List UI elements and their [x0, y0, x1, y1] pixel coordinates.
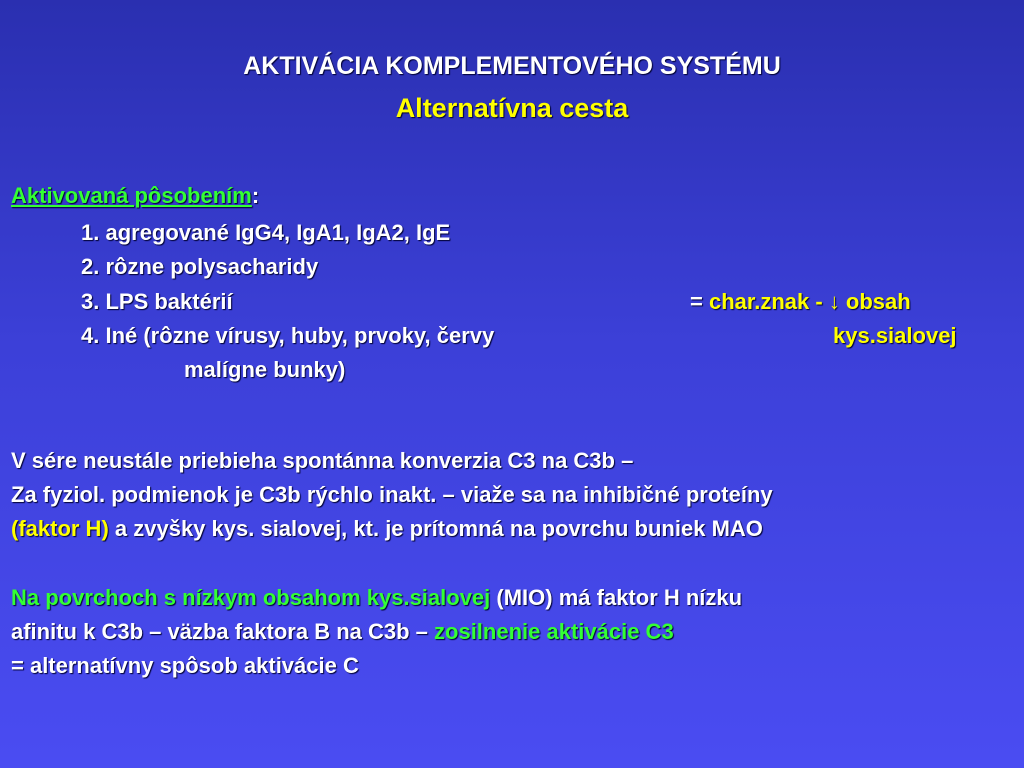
- para1-line3-text: a zvyšky kys. sialovej, kt. je prítomná na povrchu buniek MAO: [108, 516, 763, 541]
- para2-line1-text: (MIO) má faktor H nízku: [490, 585, 743, 610]
- activation-item-2: 2. rôzne polysacharidy: [81, 254, 319, 279]
- activation-heading-colon: :: [251, 183, 260, 208]
- activation-heading: [11, 183, 259, 209]
- activation-item-1: 1. agregované IgG4, IgA1, IgA2, IgE: [81, 220, 451, 245]
- note-char-znak: char.znak -: [708, 289, 829, 314]
- para1-line1: V sére neustále priebieha spontánna konverzia C3 na C3b –: [11, 448, 634, 473]
- activation-heading-label: Aktivovaná pôsobením: [11, 183, 252, 208]
- para2-green-phrase: Na povrchoch s nízkym obsahom kys.sialovej: [11, 585, 491, 610]
- slide-title: AKTIVÁCIA KOMPLEMENTOVÉHO SYSTÉMU: [243, 52, 781, 80]
- sialic-acid-note-line2: kys.sialovej: [833, 323, 957, 348]
- para2-line1: [11, 585, 742, 611]
- para2-line2-text: afinitu k C3b – väzba faktora B na C3b –: [11, 619, 435, 644]
- para2-line3: = alternatívny spôsob aktivácie C: [11, 653, 359, 678]
- para1-line3: [11, 516, 763, 542]
- para1-line2: Za fyziol. podmienok je C3b rýchlo inakt. – viaže sa na inhibičné proteíny: [11, 482, 773, 507]
- activation-item-3: 3. LPS baktérií: [81, 289, 233, 314]
- slide-subtitle: Alternatívna cesta: [395, 93, 629, 123]
- factor-h-label: (faktor H): [11, 516, 109, 541]
- note-equals: =: [690, 289, 709, 314]
- c3-amplification-phrase: zosilnenie aktivácie C3: [434, 619, 674, 644]
- note-obsah: obsah: [839, 289, 911, 314]
- activation-item-4-continuation: malígne bunky): [184, 357, 346, 382]
- para2-line2: [11, 619, 674, 645]
- sialic-acid-note: [690, 289, 911, 315]
- down-arrow-icon: ↓: [828, 289, 840, 314]
- activation-item-4: 4. Iné (rôzne vírusy, huby, prvoky, červy: [81, 323, 495, 348]
